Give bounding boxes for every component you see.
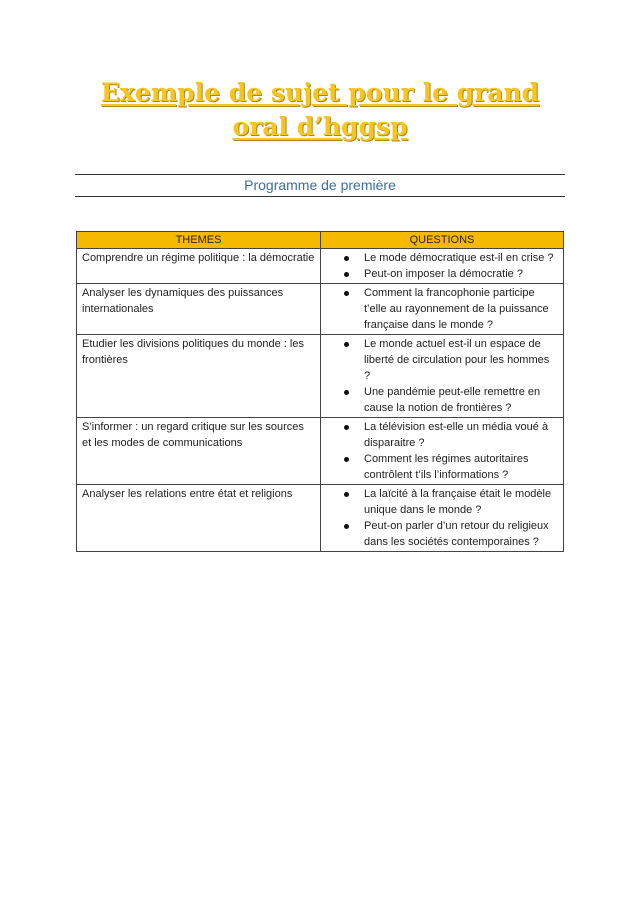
table-row [77,335,564,418]
question-list [326,419,558,483]
question-item: Une pandémie peut-elle remettre en cause la notion de frontières ? [326,384,558,416]
question-item: Peut-on parler d’un retour du religieux dans les sociétés contemporaines ? [326,518,558,550]
page-title [60,76,580,144]
questions-cell [321,249,564,284]
theme-cell: Etudier les divisions politiques du monde : les frontières [77,335,321,418]
header-questions: QUESTIONS [321,232,564,249]
table-row [77,485,564,552]
question-list [326,285,558,333]
themes-questions-table [76,231,564,552]
question-list [326,486,558,550]
divider-top [75,174,565,175]
question-item: Peut-on imposer la démocratie ? [326,266,558,282]
theme-cell: Comprendre un régime politique : la démocratie [77,249,321,284]
question-item: Comment la francophonie participe t’elle au rayonnement de la puissance française dans le monde ? [326,285,558,333]
question-item: La télévision est-elle un média voué à disparaitre ? [326,419,558,451]
header-themes: THEMES [77,232,321,249]
page-title-line-2: oral d’hggsp [232,112,408,141]
questions-cell [321,284,564,335]
theme-cell: S’informer : un regard critique sur les sources et les modes de communications [77,418,321,485]
theme-cell: Analyser les dynamiques des puissances internationales [77,284,321,335]
table-row [77,418,564,485]
divider-bottom [75,196,565,197]
table-row [77,249,564,284]
questions-cell [321,485,564,552]
page-title-line-1: Exemple de sujet pour le grand [100,78,540,107]
table-header-row [77,232,564,249]
section-subtitle: Programme de première [244,177,396,193]
questions-cell [321,418,564,485]
question-item: Comment les régimes autoritaires contrôlent t’ils l’informations ? [326,451,558,483]
question-list [326,250,558,282]
question-item: La laïcité à la française était le modèle unique dans le monde ? [326,486,558,518]
question-item: Le mode démocratique est-il en crise ? [326,250,558,266]
theme-cell: Analyser les relations entre état et religions [77,485,321,552]
question-item: Le monde actuel est-il un espace de liberté de circulation pour les hommes ? [326,336,558,384]
questions-cell [321,335,564,418]
table-row [77,284,564,335]
question-list [326,336,558,416]
